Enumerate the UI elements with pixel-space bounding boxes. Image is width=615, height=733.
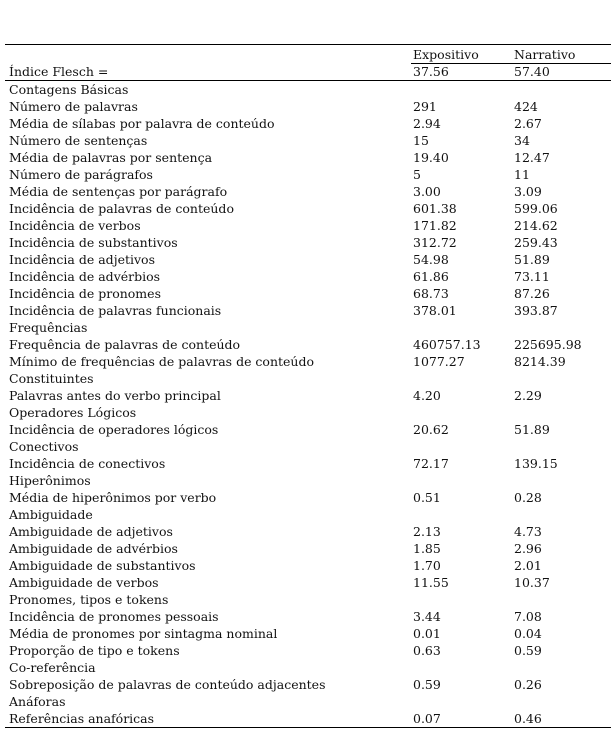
row-label: Referências anafóricas	[9, 711, 155, 726]
row-narrativo: 34	[514, 133, 530, 148]
row-expositivo: 378.01	[413, 303, 457, 318]
row-expositivo: 4.20	[413, 388, 441, 403]
row-narrativo: 139.15	[514, 456, 558, 471]
row-label: Proporção de tipo e tokens	[9, 643, 180, 658]
table-row	[5, 455, 611, 472]
row-label: Contagens Básicas	[9, 82, 129, 97]
row-label: Operadores Lógicos	[9, 405, 137, 420]
row-narrativo: 73.11	[514, 269, 550, 284]
row-narrativo: 8214.39	[514, 354, 566, 369]
row-narrativo: 0.59	[514, 643, 542, 658]
row-expositivo: 0.01	[413, 626, 441, 641]
row-label: Incidência de palavras de conteúdo	[9, 201, 234, 216]
row-narrativo: 10.37	[514, 575, 550, 590]
table-row	[5, 183, 611, 200]
row-narrativo: 599.06	[514, 201, 558, 216]
row-expositivo: 11.55	[413, 575, 449, 590]
table-row	[5, 710, 611, 727]
table-row	[5, 438, 611, 455]
table-row	[5, 353, 611, 370]
flesch-row	[5, 63, 611, 80]
row-label: Palavras antes do verbo principal	[9, 388, 221, 403]
table-row	[5, 319, 611, 336]
row-label: Ambiguidade	[9, 507, 93, 522]
row-label: Número de sentenças	[9, 133, 148, 148]
row-expositivo: 312.72	[413, 235, 457, 250]
table-row	[5, 404, 611, 421]
table-row	[5, 251, 611, 268]
table-body	[5, 81, 611, 727]
table-row	[5, 268, 611, 285]
row-expositivo: 291	[413, 99, 437, 114]
row-label: Hiperônimos	[9, 473, 91, 488]
flesch-expositivo: 37.56	[413, 64, 449, 79]
table-row	[5, 489, 611, 506]
table-row	[5, 421, 611, 438]
row-narrativo: 259.43	[514, 235, 558, 250]
row-narrativo: 424	[514, 99, 538, 114]
table-row	[5, 217, 611, 234]
row-label: Frequência de palavras de conteúdo	[9, 337, 241, 352]
top-rule	[5, 44, 611, 45]
row-narrativo: 4.73	[514, 524, 542, 539]
row-narrativo: 2.01	[514, 558, 542, 573]
row-narrativo: 51.89	[514, 252, 550, 267]
row-label: Incidência de substantivos	[9, 235, 178, 250]
header-row	[5, 46, 611, 63]
row-expositivo: 1.85	[413, 541, 441, 556]
row-label: Anáforas	[9, 694, 66, 709]
row-label: Incidência de palavras funcionais	[9, 303, 222, 318]
table-row	[5, 693, 611, 710]
table-row	[5, 676, 611, 693]
row-narrativo: 87.26	[514, 286, 550, 301]
row-label: Co-referência	[9, 660, 96, 675]
table-row	[5, 200, 611, 217]
row-label: Incidência de conectivos	[9, 456, 166, 471]
row-expositivo: 3.00	[413, 184, 441, 199]
row-narrativo: 2.29	[514, 388, 542, 403]
row-narrativo: 0.46	[514, 711, 542, 726]
row-narrativo: 3.09	[514, 184, 542, 199]
row-expositivo: 19.40	[413, 150, 449, 165]
row-narrativo: 225695.98	[514, 337, 582, 352]
row-expositivo: 5	[413, 167, 421, 182]
row-narrativo: 0.28	[514, 490, 542, 505]
row-expositivo: 20.62	[413, 422, 449, 437]
header-narrativo: Narrativo	[514, 47, 576, 62]
metrics-table	[5, 44, 611, 728]
row-label: Ambiguidade de adjetivos	[9, 524, 173, 539]
row-narrativo: 0.04	[514, 626, 542, 641]
row-label: Incidência de pronomes	[9, 286, 161, 301]
row-narrativo: 214.62	[514, 218, 558, 233]
table-row	[5, 234, 611, 251]
row-label: Incidência de pronomes pessoais	[9, 609, 219, 624]
row-label: Número de palavras	[9, 99, 138, 114]
row-expositivo: 61.86	[413, 269, 449, 284]
row-label: Ambiguidade de verbos	[9, 575, 159, 590]
row-label: Incidência de verbos	[9, 218, 141, 233]
row-label: Ambiguidade de substantivos	[9, 558, 196, 573]
row-label: Mínimo de frequências de palavras de conteúdo	[9, 354, 315, 369]
row-expositivo: 460757.13	[413, 337, 481, 352]
row-label: Número de parágrafos	[9, 167, 153, 182]
row-expositivo: 15	[413, 133, 429, 148]
row-label: Média de palavras por sentença	[9, 150, 213, 165]
header-expositivo: Expositivo	[413, 47, 479, 62]
row-label: Média de pronomes por sintagma nominal	[9, 626, 278, 641]
row-narrativo: 12.47	[514, 150, 550, 165]
row-expositivo: 68.73	[413, 286, 449, 301]
row-expositivo: 1.70	[413, 558, 441, 573]
row-label: Constituintes	[9, 371, 94, 386]
row-label: Média de sentenças por parágrafo	[9, 184, 228, 199]
flesch-narrativo: 57.40	[514, 64, 550, 79]
table-row	[5, 608, 611, 625]
row-label: Incidência de adjetivos	[9, 252, 155, 267]
row-narrativo: 2.67	[514, 116, 542, 131]
table-row	[5, 336, 611, 353]
table-row	[5, 302, 611, 319]
row-expositivo: 54.98	[413, 252, 449, 267]
table-row	[5, 370, 611, 387]
table-row	[5, 591, 611, 608]
row-expositivo: 1077.27	[413, 354, 465, 369]
table-row	[5, 98, 611, 115]
row-label: Média de sílabas por palavra de conteúdo	[9, 116, 275, 131]
table-row	[5, 81, 611, 98]
row-expositivo: 3.44	[413, 609, 441, 624]
row-label: Pronomes, tipos e tokens	[9, 592, 169, 607]
row-label: Ambiguidade de advérbios	[9, 541, 178, 556]
row-expositivo: 601.38	[413, 201, 457, 216]
table-row	[5, 506, 611, 523]
row-narrativo: 2.96	[514, 541, 542, 556]
row-narrativo: 7.08	[514, 609, 542, 624]
row-label: Conectivos	[9, 439, 79, 454]
bottom-rule	[5, 727, 611, 728]
table-row	[5, 132, 611, 149]
row-narrativo: 393.87	[514, 303, 558, 318]
table-row	[5, 523, 611, 540]
table-row	[5, 115, 611, 132]
row-expositivo: 2.13	[413, 524, 441, 539]
row-label: Média de hiperônimos por verbo	[9, 490, 217, 505]
row-narrativo: 0.26	[514, 677, 542, 692]
row-expositivo: 72.17	[413, 456, 449, 471]
row-narrativo: 11	[514, 167, 530, 182]
row-expositivo: 0.59	[413, 677, 441, 692]
table-row	[5, 285, 611, 302]
table-row	[5, 659, 611, 676]
row-label: Incidência de advérbios	[9, 269, 161, 284]
table-row	[5, 540, 611, 557]
table-row	[5, 574, 611, 591]
row-narrativo: 51.89	[514, 422, 550, 437]
table-row	[5, 557, 611, 574]
table-row	[5, 149, 611, 166]
row-expositivo: 2.94	[413, 116, 441, 131]
row-expositivo: 171.82	[413, 218, 457, 233]
row-expositivo: 0.63	[413, 643, 441, 658]
row-expositivo: 0.07	[413, 711, 441, 726]
row-expositivo: 0.51	[413, 490, 441, 505]
row-label: Frequências	[9, 320, 88, 335]
row-label: Sobreposição de palavras de conteúdo adjacentes	[9, 677, 326, 692]
flesch-label: Índice Flesch =	[9, 64, 109, 79]
table-row	[5, 472, 611, 489]
table-row	[5, 166, 611, 183]
table-row	[5, 387, 611, 404]
table-row	[5, 642, 611, 659]
table-row	[5, 625, 611, 642]
row-label: Incidência de operadores lógicos	[9, 422, 219, 437]
